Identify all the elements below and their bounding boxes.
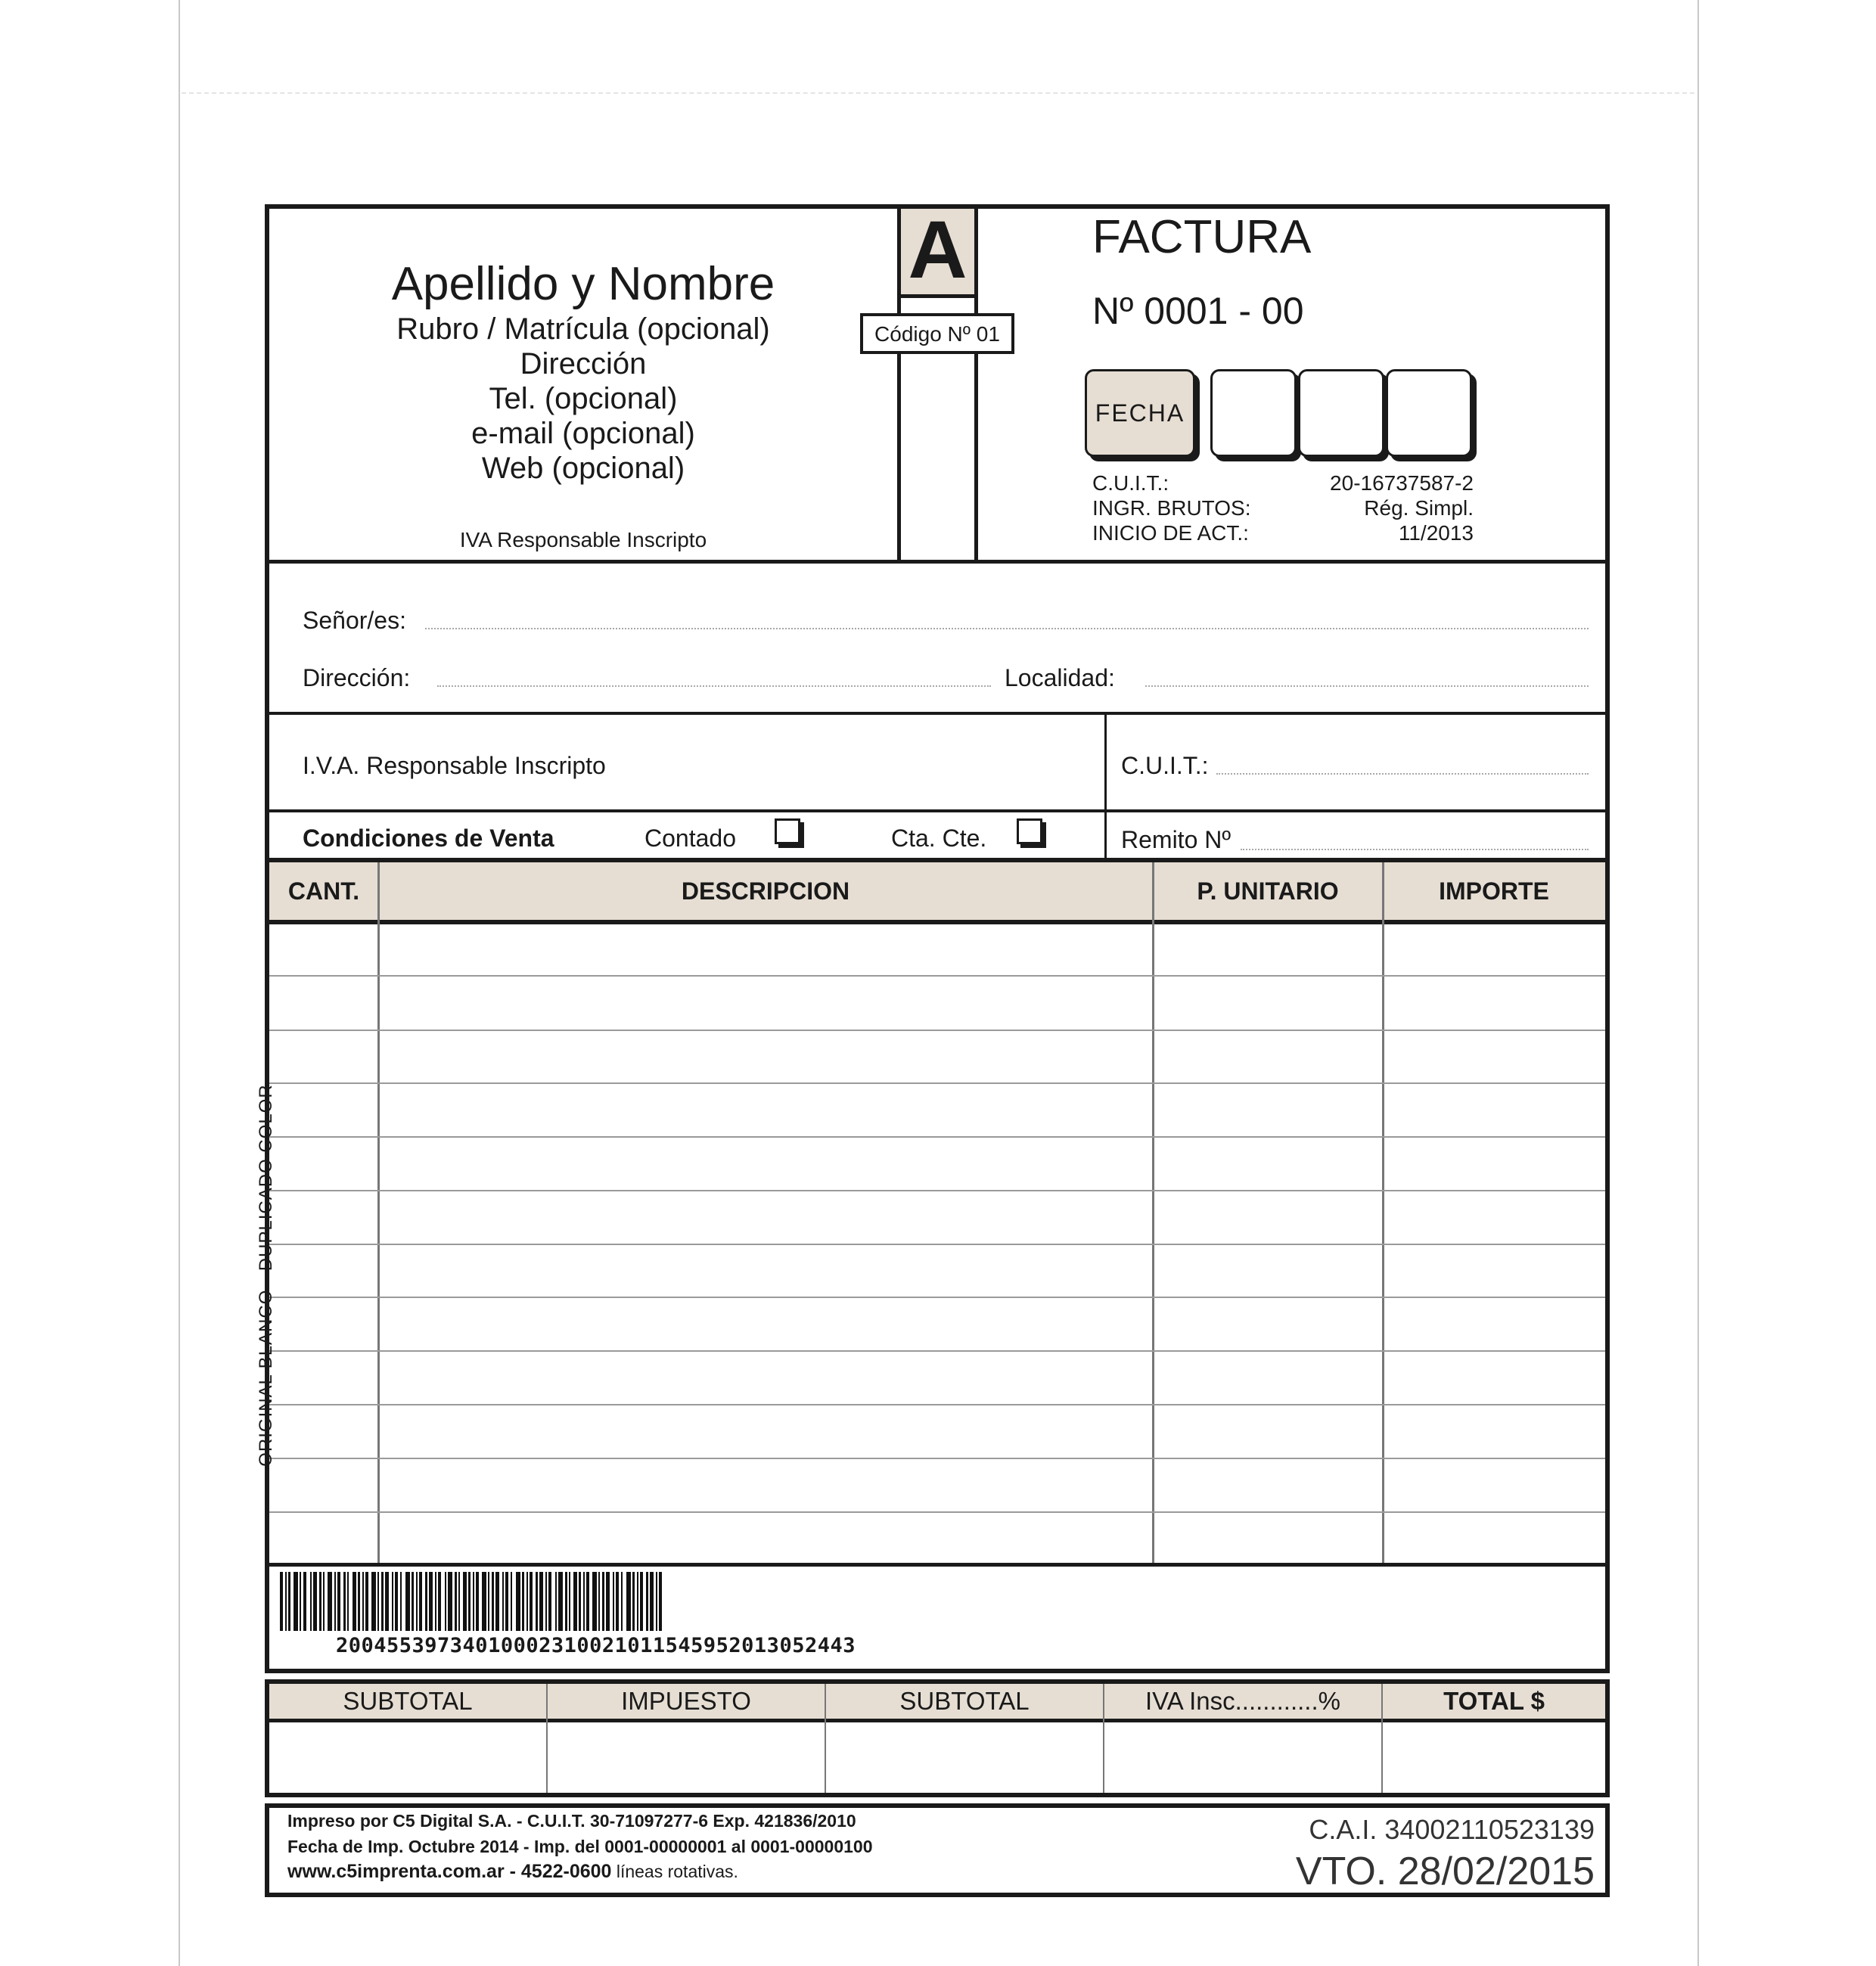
sheet-edge-right: [1697, 0, 1699, 1966]
issuer-line-tel: Tel. (opcional): [489, 382, 678, 415]
cuit-value: 20-16737587-2: [1330, 471, 1474, 495]
table-row: [269, 1082, 1605, 1084]
table-row: [269, 975, 1605, 977]
ingr-brutos-value: Rég. Simpl.: [1364, 496, 1474, 520]
senores-field[interactable]: [425, 628, 1589, 629]
cai-expiry: VTO. 28/02/2015: [1295, 1850, 1595, 1893]
totals-value-subtotal-1[interactable]: [269, 1722, 546, 1793]
letter-code-box: Código Nº 01: [860, 313, 1014, 354]
col-header-importe: IMPORTE: [1439, 877, 1549, 905]
date-day-box[interactable]: [1210, 369, 1297, 457]
issuer-line-rubro: Rubro / Matrícula (opcional): [396, 312, 770, 346]
col-header-cant: CANT.: [287, 877, 360, 905]
barcode-number: 20045539734010002310021011545952013052443: [336, 1634, 856, 1657]
customer-cuit-field[interactable]: [1216, 773, 1589, 775]
issuer-line-direccion: Dirección: [520, 347, 647, 380]
barcode-image: [280, 1572, 946, 1631]
table-row: [269, 1511, 1605, 1513]
invoice-number: Nº 0001 - 00: [1092, 290, 1304, 332]
printer-web-suffix: líneas rotativas.: [611, 1862, 738, 1881]
print-date-line: Fecha de Imp. Octubre 2014 - Imp. del 0001-00000001 al 0001-00000100: [287, 1837, 873, 1856]
senores-label: Señor/es:: [303, 607, 406, 634]
fecha-label: FECHA: [1095, 399, 1185, 427]
customer-cuit-label: C.U.I.T.:: [1121, 752, 1209, 779]
date-month-box[interactable]: [1298, 369, 1384, 457]
table-row: [269, 1136, 1605, 1138]
items-bottom-line: [269, 1563, 1605, 1567]
remito-label: Remito Nº: [1121, 826, 1232, 853]
inicio-act-value: 11/2013: [1398, 521, 1474, 545]
totals-header-iva: IVA Insc............%: [1145, 1687, 1340, 1715]
contado-label: Contado: [644, 825, 736, 852]
perforation-line: [182, 92, 1694, 94]
totals-value-iva[interactable]: [1104, 1722, 1381, 1793]
col-header-descripcion: DESCRIPCION: [681, 877, 850, 905]
printer-web-line: [287, 1861, 738, 1883]
issuer-line-email: e-mail (opcional): [471, 417, 695, 450]
ctacte-checkbox[interactable]: [1017, 818, 1042, 844]
printer-info-line: Impreso por C5 Digital S.A. - C.U.I.T. 30-71097277-6 Exp. 421836/2010: [287, 1811, 856, 1831]
table-row: [269, 1404, 1605, 1405]
cai-number: C.A.I. 34002110523139: [1309, 1814, 1595, 1845]
table-row: [269, 1244, 1605, 1245]
invoice-title: FACTURA: [1092, 211, 1312, 263]
localidad-label: Localidad:: [1005, 664, 1115, 691]
customer-vertical-divider: [1104, 715, 1107, 859]
printer-web-phone: www.c5imprenta.com.ar - 4522-0600: [287, 1861, 612, 1882]
issuer-tax-values: [1256, 471, 1474, 545]
totals-value-impuesto[interactable]: [548, 1722, 825, 1793]
copy-note-vertical: ORIGINAL BLANCO - DUPLICADO COLOR: [256, 1084, 276, 1467]
items-header-bottom-line: [269, 920, 1605, 924]
totals-header-total: TOTAL $: [1443, 1687, 1545, 1715]
conditions-label: Condiciones de Venta: [303, 825, 554, 852]
cuit-label: C.U.I.T.:: [1092, 471, 1169, 495]
totals-header-impuesto: IMPUESTO: [621, 1687, 751, 1715]
header-bottom-line: [269, 560, 1605, 564]
totals-value-subtotal-2[interactable]: [826, 1722, 1103, 1793]
table-row: [269, 1350, 1605, 1352]
direccion-label: Dirección:: [303, 664, 411, 691]
direccion-field[interactable]: [437, 685, 991, 687]
inicio-act-label: INICIO DE ACT.:: [1092, 521, 1249, 545]
contado-checkbox[interactable]: [775, 818, 800, 844]
customer-divider-2: [269, 809, 1605, 812]
ingr-brutos-label: INGR. BRUTOS:: [1092, 496, 1251, 520]
letter-col-right-line: [974, 209, 978, 560]
totals-value-total[interactable]: [1383, 1722, 1605, 1793]
ctacte-label: Cta. Cte.: [891, 825, 987, 852]
issuer-iva-condition: IVA Responsable Inscripto: [459, 528, 707, 551]
table-row: [269, 1297, 1605, 1298]
table-row: [269, 1190, 1605, 1191]
col-header-punitario: P. UNITARIO: [1197, 877, 1339, 905]
localidad-field[interactable]: [1145, 685, 1589, 687]
issuer-block: [269, 257, 897, 486]
totals-header-subtotal-2: SUBTOTAL: [899, 1687, 1030, 1715]
customer-iva-label: I.V.A. Responsable Inscripto: [303, 752, 606, 779]
invoice-letter: A: [908, 203, 968, 295]
customer-divider-1: [269, 712, 1605, 715]
table-row: [269, 1458, 1605, 1459]
sheet-edge-left: [179, 0, 180, 1966]
remito-field[interactable]: [1241, 849, 1589, 850]
issuer-tax-labels: [1092, 471, 1251, 545]
totals-header-subtotal-1: SUBTOTAL: [343, 1687, 473, 1715]
date-year-box[interactable]: [1386, 369, 1472, 457]
issuer-name: Apellido y Nombre: [391, 258, 775, 310]
table-row: [269, 1030, 1605, 1031]
issuer-line-web: Web (opcional): [481, 452, 685, 485]
